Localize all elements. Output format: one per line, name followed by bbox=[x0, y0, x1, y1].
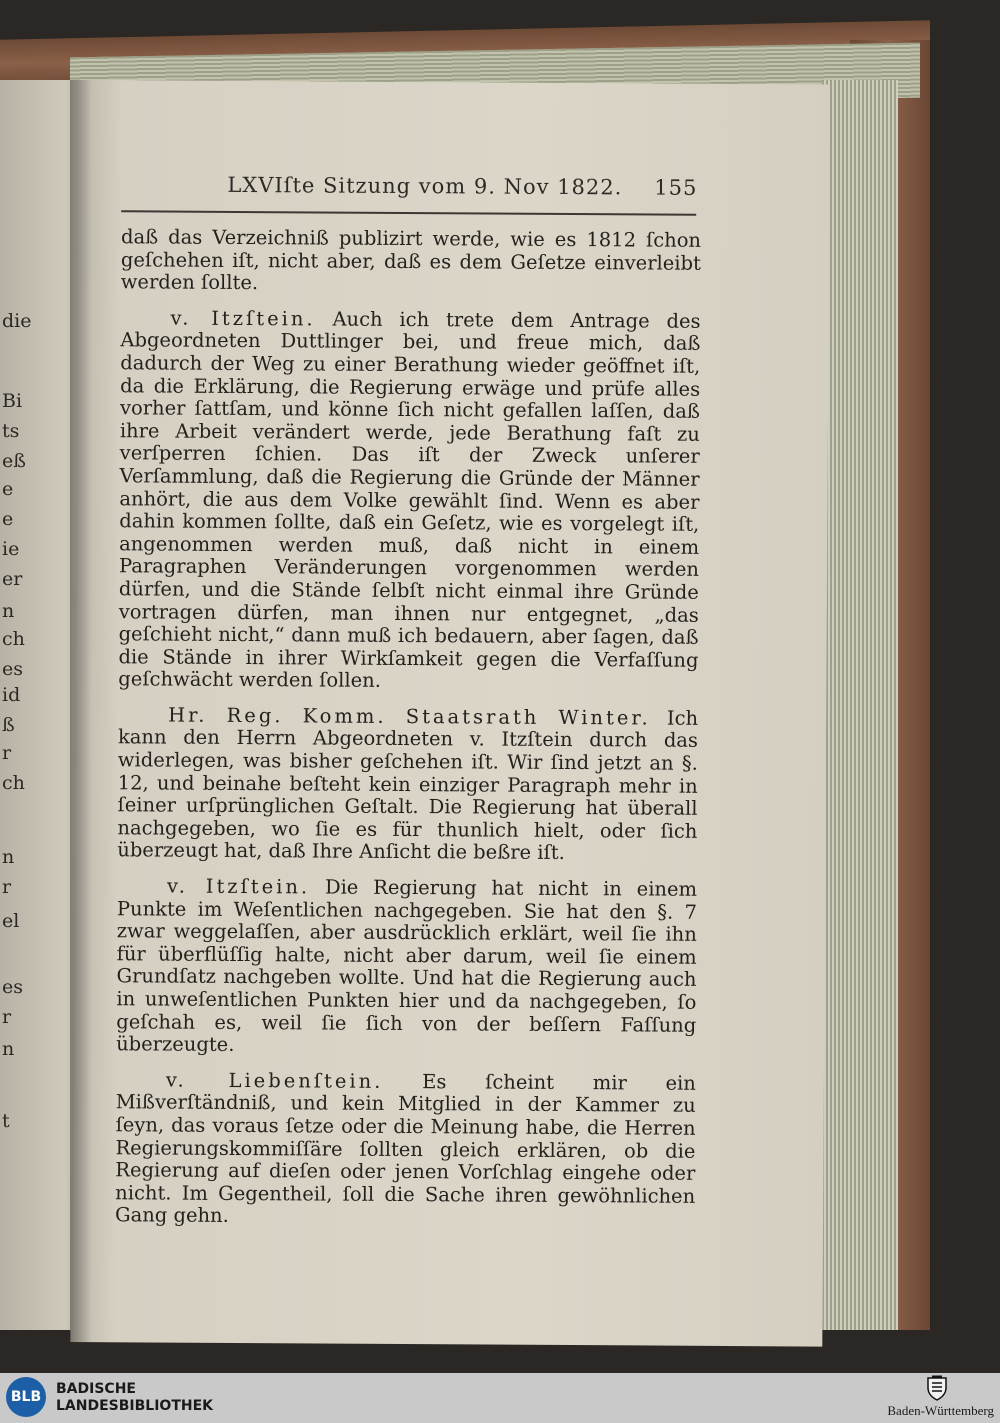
viewer-footer bbox=[0, 1373, 1000, 1423]
left-page-fragment: Bi bbox=[2, 390, 23, 412]
paragraph: v. Itzſtein. Die Regierung hat nicht in einem Punkte im Weſentlichen nachgegeben. Sie hat den §. 7 zwar weggelaſſen, aber ausdrücklich erklärt, weil ſie ihn für überflüſſig halte, nicht aber darum, weil ſie einem Grundſatz nachgeben wollte. Und hat die Regierung auch in unweſentlichen Punkten hier und da nachgegeben, ſo geſchah es, weil ſie ſich von der beſſern Faſſung überzeugte. bbox=[116, 874, 698, 1057]
left-page-fragment: ß bbox=[2, 714, 15, 736]
speaker-name: v. Itzſtein. bbox=[167, 874, 311, 899]
blb-logo[interactable]: BLB bbox=[6, 1377, 46, 1417]
left-page-fragment: r bbox=[2, 876, 12, 898]
body-text bbox=[115, 226, 701, 1243]
speaker-name: v. Itzſtein. bbox=[170, 306, 316, 331]
left-page-fragment: n bbox=[2, 600, 15, 622]
coat-of-arms-icon bbox=[926, 1375, 948, 1401]
left-page-fragment: e bbox=[2, 508, 14, 530]
book-gutter-shadow bbox=[70, 80, 92, 1342]
left-page-fragment: er bbox=[2, 568, 23, 590]
left-page-fragment: id bbox=[2, 684, 21, 706]
speaker-name: v. Liebenſtein. bbox=[165, 1068, 384, 1093]
left-page-fragment: n bbox=[2, 1038, 15, 1060]
page-number: 155 bbox=[654, 175, 698, 200]
left-page-fragment: n bbox=[2, 846, 15, 868]
left-page-fragment: r bbox=[2, 742, 12, 764]
paragraph: v. Liebenſtein. Es ſcheint mir ein Mißverſtändniß, und kein Mitglied in der Kammer zu ſeyn, das voraus ſetze oder die Meinung habe, die Herren Regierungskommiſſäre ſollten gleich erklären, ob die Regierung auf dieſen oder jenen Vorſchlag eingehe oder nicht. Im Gegentheil, ſoll die Sache ihren gewöhnlichen Gang gehn. bbox=[114, 1068, 696, 1228]
running-header bbox=[227, 173, 697, 200]
left-page-fragment: e bbox=[2, 478, 14, 500]
state-name: Baden-Württemberg bbox=[887, 1403, 994, 1418]
running-title: LXVIſte Sitzung vom 9. Nov 1822. bbox=[227, 172, 623, 200]
left-page-fragment: ch bbox=[2, 772, 25, 794]
left-page-fragment: ts bbox=[2, 420, 20, 442]
paragraph: Hr. Reg. Komm. Staatsrath Winter. Ich kann den Herrn Abgeordneten v. Itzſtein durch das widerlegen, was bisher geſchehen iſt. Wir ſind jetzt an §. 12, und beinahe beſteht kein einziger Paragraph mehr in ſeiner urſprünglichen Geſtalt. Die Regierung hat überall nachgegeben, wo ſie es für thunlich hielt, oder ſich überzeugt hat, daß Ihre Anſicht die beßre iſt. bbox=[117, 703, 699, 865]
left-page-fragment: es bbox=[2, 658, 23, 680]
speaker-name: Hr. Reg. Komm. Staatsrath Winter. bbox=[168, 703, 651, 730]
paragraph: daß das Verzeichniß publizirt werde, wie es 1812 ſchon geſchehen iſt, nicht aber, daß es dem Geſetze einverleibt werden ſollte. bbox=[120, 225, 702, 295]
header-rule bbox=[121, 210, 696, 216]
left-page-fragment: es bbox=[2, 976, 23, 998]
page-edges-right bbox=[822, 80, 898, 1330]
left-page-fragment: die bbox=[2, 310, 32, 332]
left-page-fragment: ie bbox=[2, 538, 20, 560]
right-page bbox=[70, 80, 830, 1347]
left-page-fragment: eß bbox=[2, 450, 26, 472]
left-page-fragment: r bbox=[2, 1006, 12, 1028]
paragraph: v. Itzſtein. Auch ich trete dem Antrage des Abgeordneten Duttlinger bei, und freue mich, daß dadurch der Weg zu einer Berathung wieder geöffnet iſt, da die Erklärung, die Regierung erwäge und prüfe alles vorher ſattſam, und könne ſich nicht gefallen laſſen, daß ihre Arbeit verändert werde, jede Berathung faſt zu verſperren ſchien. Das iſt der Zweck unſerer Verſammlung, daß die Regierung die Gründe der Männer anhört, die aus dem Volke gewählt ſind. Wenn es aber dahin kommen ſollte, daß ein Geſetz, wie es vorgelegt iſt, angenommen werden muß, daß nicht in einem Paragraphen Veränderungen vorgenommen werden dürfen, und die Stände ſelbſt nicht einmal ihre Gründe vortragen dürfen, man ihnen nur entgegnet, „das geſchieht nicht,“ dann muß ich bedauern, aber ſagen, daß die Stände in ihrer Wirkſamkeit gegen die Verfaſſung geſchwächt werden ſollen. bbox=[118, 306, 701, 693]
left-page-fragment: ch bbox=[2, 628, 25, 650]
left-page-fragment: t bbox=[2, 1110, 10, 1132]
library-name[interactable]: BADISCHE LANDESBIBLIOTHEK bbox=[56, 1381, 214, 1414]
left-page-fragment: el bbox=[2, 910, 20, 932]
